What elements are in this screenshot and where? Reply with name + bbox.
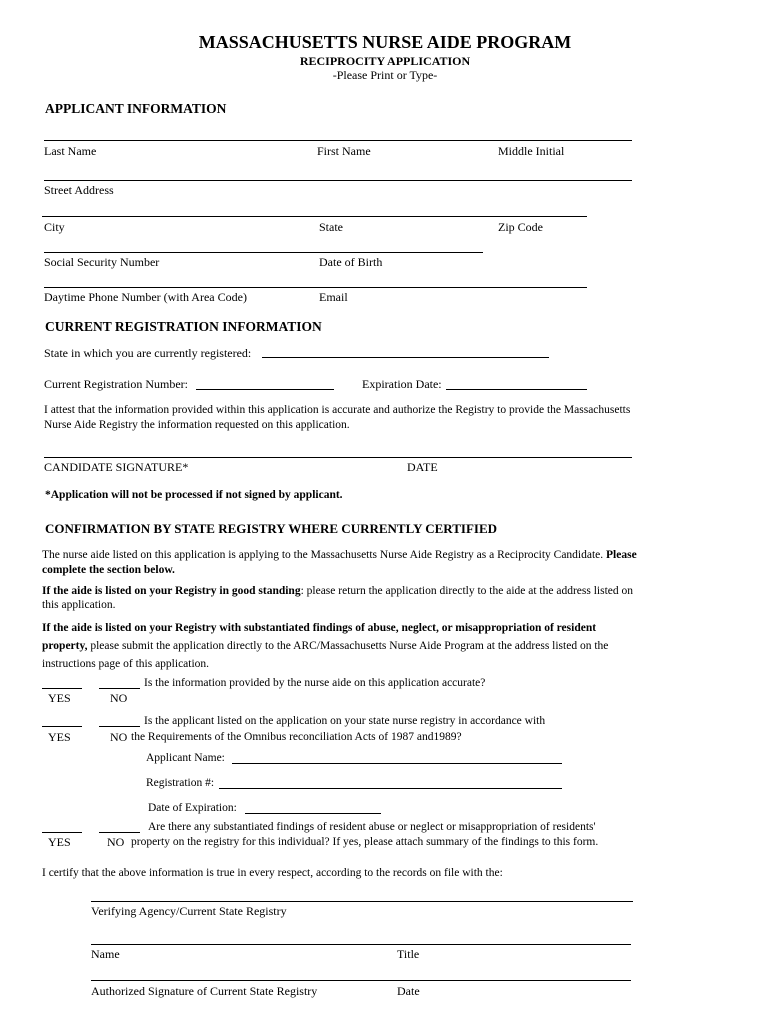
state-registered-field[interactable] [262,357,549,358]
verifier-name-label: Name [91,947,120,961]
q3-text-line-1: Are there any substantiated findings of resident abuse or neglect or misappropriation of residents' [148,821,596,833]
confirmation-intro-line-1 [42,548,637,563]
q3-yes-label: YES [48,835,71,849]
phone-email-field-line[interactable] [44,287,587,288]
verifying-agency-label: Verifying Agency/Current State Registry [91,904,287,918]
q2-text-line-1: Is the applicant listed on the application on your state nurse registry in accordance with [144,715,546,727]
date-of-expiration-label: Date of Expiration: [148,802,237,814]
email-label: Email [319,290,348,304]
q2-yes-label: YES [48,730,71,744]
candidate-signature-label: CANDIDATE SIGNATURE* [44,460,189,474]
verifying-agency-field[interactable] [91,901,633,902]
q2-no-blank[interactable] [99,726,140,727]
registration-number-field[interactable] [196,389,334,390]
signature-date-label: DATE [407,460,438,474]
property-bold: property, [42,640,88,652]
registration-section-heading: CURRENT REGISTRATION INFORMATION [45,319,322,334]
authorized-date-label: Date [397,984,420,998]
authorized-signature-field[interactable] [91,980,631,981]
applicant-name-field[interactable] [232,763,562,764]
ssn-label: Social Security Number [44,255,160,269]
good-standing-text: : please return the application directly to the aide at the address listed on [300,585,634,597]
confirmation-section-heading: CONFIRMATION BY STATE REGISTRY WHERE CURRENTLY CERTIFIED [45,521,497,536]
phone-label: Daytime Phone Number (with Area Code) [44,290,247,304]
state-registered-label: State in which you are currently registered: [44,346,252,360]
please-emphasis: Please [606,549,637,561]
city-state-zip-field-line[interactable] [42,216,587,217]
confirmation-intro-text: The nurse aide listed on this application is applying to the Massachusetts Nurse Aide Registry as a Reciprocity Candidate. [42,549,604,561]
attestation-line-1: I attest that the information provided within this application is accurate and authorize the Registry to provide the Massachusetts [44,404,631,416]
date-of-expiration-field[interactable] [245,813,381,814]
zip-code-label: Zip Code [498,220,543,234]
authorized-signature-label: Authorized Signature of Current State Registry [91,984,318,998]
good-standing-line-2: this application. [42,599,116,611]
substantiated-text: please submit the application directly to the ARC/Massachusetts Nurse Aide Program at the address listed on the [87,640,609,652]
q1-text: Is the information provided by the nurse aide on this application accurate? [144,677,486,689]
q1-no-label: NO [110,691,128,705]
good-standing-line-1 [42,584,633,599]
first-name-label: First Name [317,144,371,158]
q2-yes-blank[interactable] [42,726,82,727]
q3-text-line-2: property on the registry for this individual? If yes, please attach summary of the findings to this form. [131,836,599,848]
expiration-date-label: Expiration Date: [362,377,442,391]
registration-number-label: Current Registration Number: [44,377,188,391]
page-subtitle: RECIPROCITY APPLICATION [299,54,471,68]
registration-no-label: Registration #: [146,777,215,789]
q2-no-label: NO [110,730,128,744]
expiration-date-field[interactable] [446,389,587,390]
certify-statement: I certify that the above information is true in every respect, according to the records on file with the: [42,867,503,879]
substantiated-line-1: If the aide is listed on your Registry with substantiated findings of abuse, neglect, or misappropriation of resident [42,622,597,634]
confirmation-intro-line-2: complete the section below. [42,564,175,576]
applicant-section-heading: APPLICANT INFORMATION [45,101,227,116]
substantiated-line-2 [42,639,608,654]
name-title-field[interactable] [91,944,631,945]
q1-yes-label: YES [48,691,71,705]
registration-no-field[interactable] [219,788,562,789]
print-instruction: -Please Print or Type- [332,68,438,82]
city-label: City [44,220,65,234]
name-field-line[interactable] [44,140,632,141]
street-address-label: Street Address [44,183,114,197]
candidate-signature-field[interactable] [44,457,632,458]
verifier-title-label: Title [397,947,420,961]
middle-initial-label: Middle Initial [498,144,565,158]
q3-yes-blank[interactable] [42,832,82,833]
signature-required-note: *Application will not be processed if not signed by applicant. [45,489,343,501]
ssn-dob-field-line[interactable] [44,252,483,253]
q1-yes-blank[interactable] [42,688,82,689]
q3-no-blank[interactable] [99,832,140,833]
applicant-name-label: Applicant Name: [146,752,225,764]
last-name-label: Last Name [44,144,97,158]
page-title: MASSACHUSETTS NURSE AIDE PROGRAM [198,32,572,52]
substantiated-line-3: instructions page of this application. [42,658,210,670]
q2-text-line-2: the Requirements of the Omnibus reconciliation Acts of 1987 and1989? [131,731,462,743]
good-standing-bold: If the aide is listed on your Registry in good standing [42,585,301,597]
state-label: State [319,220,343,234]
q1-no-blank[interactable] [99,688,140,689]
dob-label: Date of Birth [319,255,383,269]
q3-no-label: NO [107,835,125,849]
attestation-line-2: Nurse Aide Registry the information requested on this application. [44,419,350,431]
street-field-line[interactable] [44,180,632,181]
